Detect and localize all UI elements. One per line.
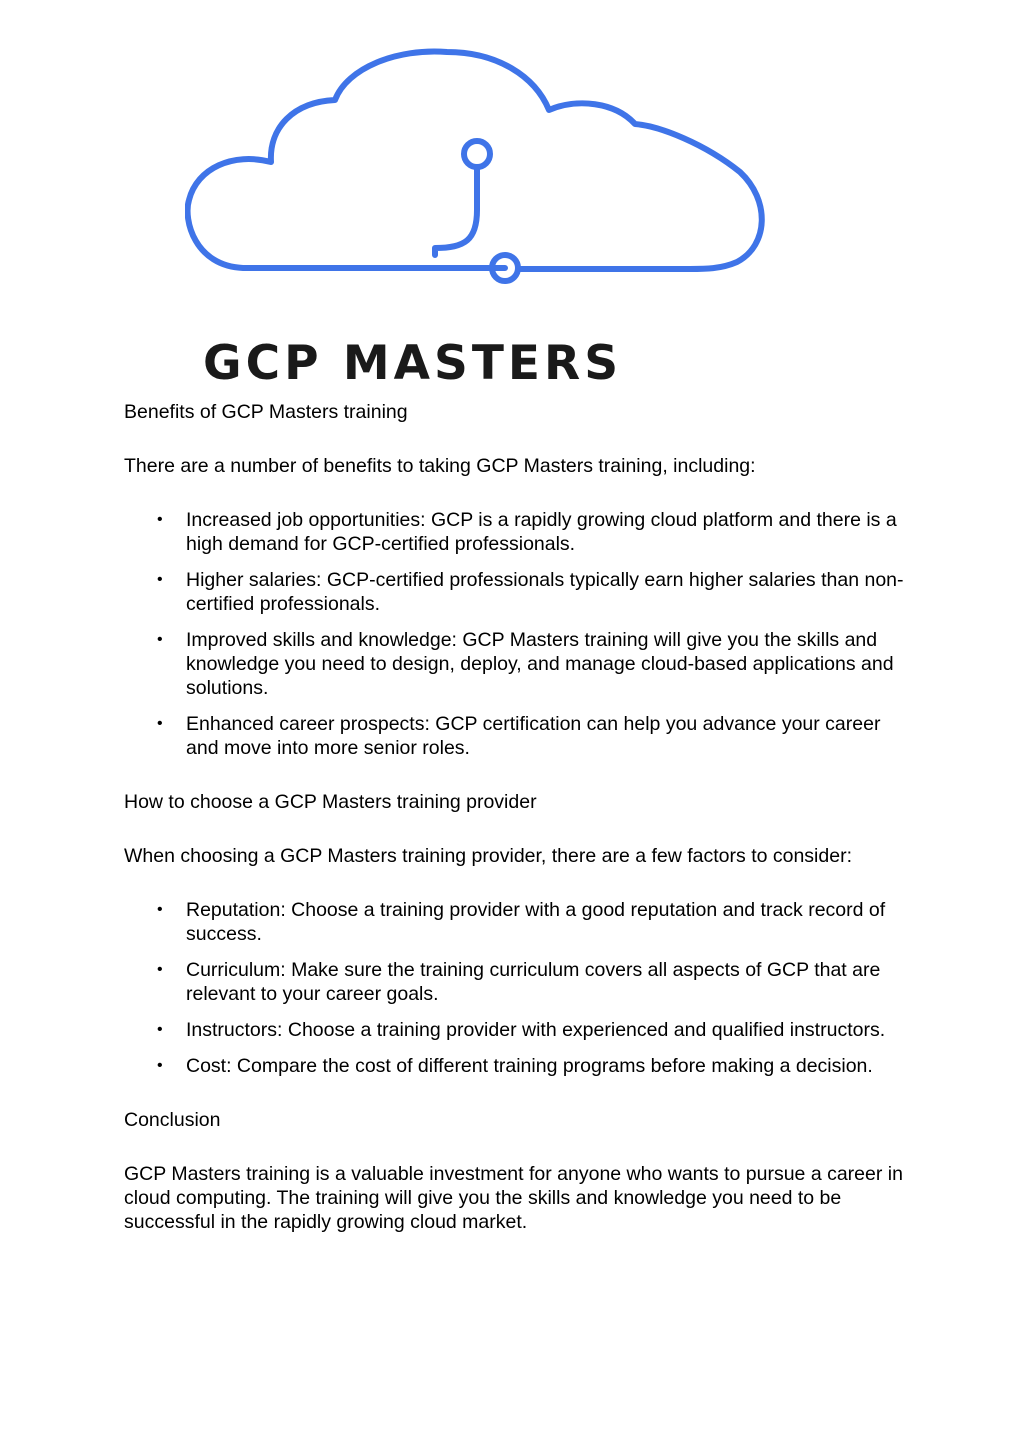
logo-text: GCP MASTERS bbox=[203, 336, 623, 391]
list-item: • Instructors: Choose a training provider with experienced and qualified instructors. bbox=[157, 1019, 886, 1041]
bullet-icon: • bbox=[157, 1021, 163, 1038]
list-item: • Improved skills and knowledge: GCP Masters training will give you the skills and knowledge you need to design, deploy, and manage cloud-based applications and solutions. bbox=[157, 629, 894, 699]
bullet-icon: • bbox=[157, 901, 163, 918]
factors-list bbox=[124, 898, 904, 1078]
conclusion-heading: Conclusion bbox=[124, 1109, 221, 1131]
bullet-icon: • bbox=[157, 511, 163, 528]
bullet-icon: • bbox=[157, 571, 163, 588]
provider-heading: How to choose a GCP Masters training provider bbox=[124, 791, 537, 813]
bullet-icon: • bbox=[157, 961, 163, 978]
benefits-heading: Benefits of GCP Masters training bbox=[124, 401, 408, 423]
gcp-masters-logo bbox=[185, 40, 775, 391]
benefits-list bbox=[124, 508, 904, 760]
list-item: • Reputation: Choose a training provider with a good reputation and track record of success. bbox=[157, 899, 886, 945]
document-body bbox=[124, 400, 904, 1264]
cloud-network-icon bbox=[185, 40, 775, 340]
bullet-icon: • bbox=[157, 715, 163, 732]
provider-intro: When choosing a GCP Masters training provider, there are a few factors to consider: bbox=[124, 845, 852, 867]
list-item: • Curriculum: Make sure the training curriculum covers all aspects of GCP that are relevant to your career goals. bbox=[157, 959, 881, 1005]
list-item: • Enhanced career prospects: GCP certification can help you advance your career and move into more senior roles. bbox=[157, 713, 881, 759]
list-item: • Cost: Compare the cost of different training programs before making a decision. bbox=[157, 1055, 873, 1077]
list-item: • Higher salaries: GCP-certified professionals typically earn higher salaries than non-certified professionals. bbox=[157, 569, 904, 615]
list-item: • Increased job opportunities: GCP is a rapidly growing cloud platform and there is a high demand for GCP-certified professionals. bbox=[157, 509, 897, 555]
bullet-icon: • bbox=[157, 631, 163, 648]
bullet-icon: • bbox=[157, 1057, 163, 1074]
conclusion-text: GCP Masters training is a valuable investment for anyone who wants to pursue a career in cloud computing. The training will give you the skills and knowledge you need to be successful in the rapidly growing cloud market. bbox=[124, 1163, 903, 1233]
benefits-intro: There are a number of benefits to taking GCP Masters training, including: bbox=[124, 455, 756, 477]
